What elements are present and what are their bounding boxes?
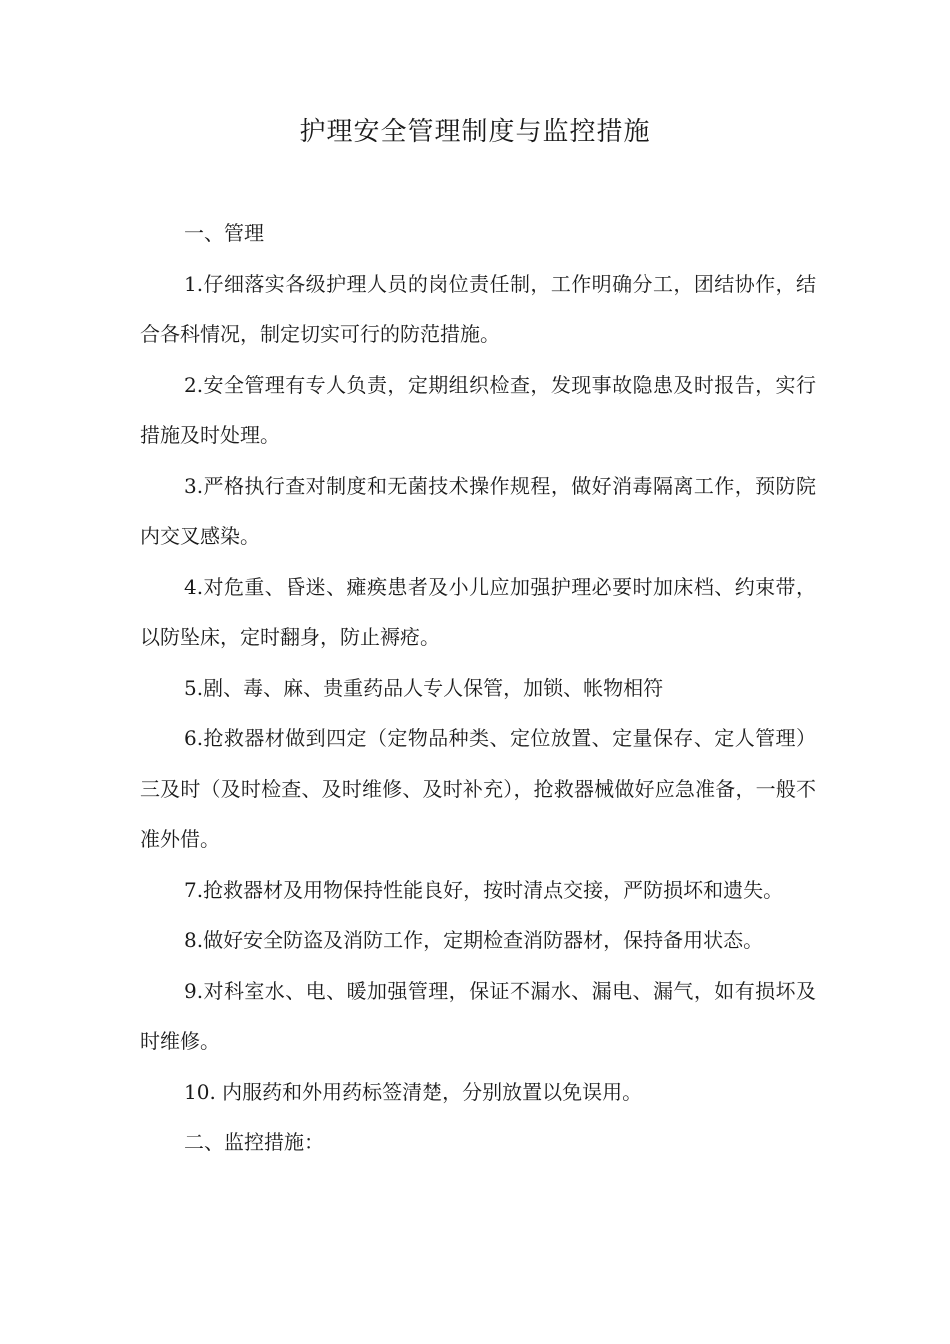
list-item: 3.严格执行查对制度和无菌技术操作规程，做好消毒隔离工作，预防院内交叉感染。 [140,473,816,548]
list-item: 10. 内服药和外用药标签清楚，分别放置以免误用。 [184,1079,643,1104]
list-item: 8.做好安全防盗及消防工作，定期检查消防器材，保持备用状态。 [184,928,764,952]
section-heading-monitoring: 二、监控措施： [184,1130,324,1154]
list-item: 9.对科室水、电、暖加强管理，保证不漏水、漏电、漏气，如有损坏及时维修。 [140,978,816,1053]
list-item: 6.抢救器材做到四定（定物品种类、定位放置、定量保存、定人管理）三及时（及时检查、及时维修、及时补充），抢救器械做好应急准备，一般不准外借。 [140,726,816,851]
section-heading-management: 一、管理 [184,221,264,245]
list-item: 1.仔细落实各级护理人员的岗位责任制，工作明确分工，团结协作，结合各科情况，制定切实可行的防范措施。 [140,271,816,346]
list-item: 7.抢救器材及用物保持性能良好，按时清点交接，严防损坏和遗失。 [184,877,784,902]
list-item: 5.剧、毒、麻、贵重药品人专人保管，加锁、帐物相符 [184,675,664,700]
document-title: 护理安全管理制度与监控措施 [299,117,651,147]
list-item: 4.对危重、昏迷、瘫痪患者及小儿应加强护理必要时加床档、约束带，以防坠床，定时翻身，防止褥疮。 [140,574,816,649]
document-body [140,208,816,1168]
list-item: 2.安全管理有专人负责，定期组织检查，发现事故隐患及时报告，实行措施及时处理。 [140,372,816,447]
